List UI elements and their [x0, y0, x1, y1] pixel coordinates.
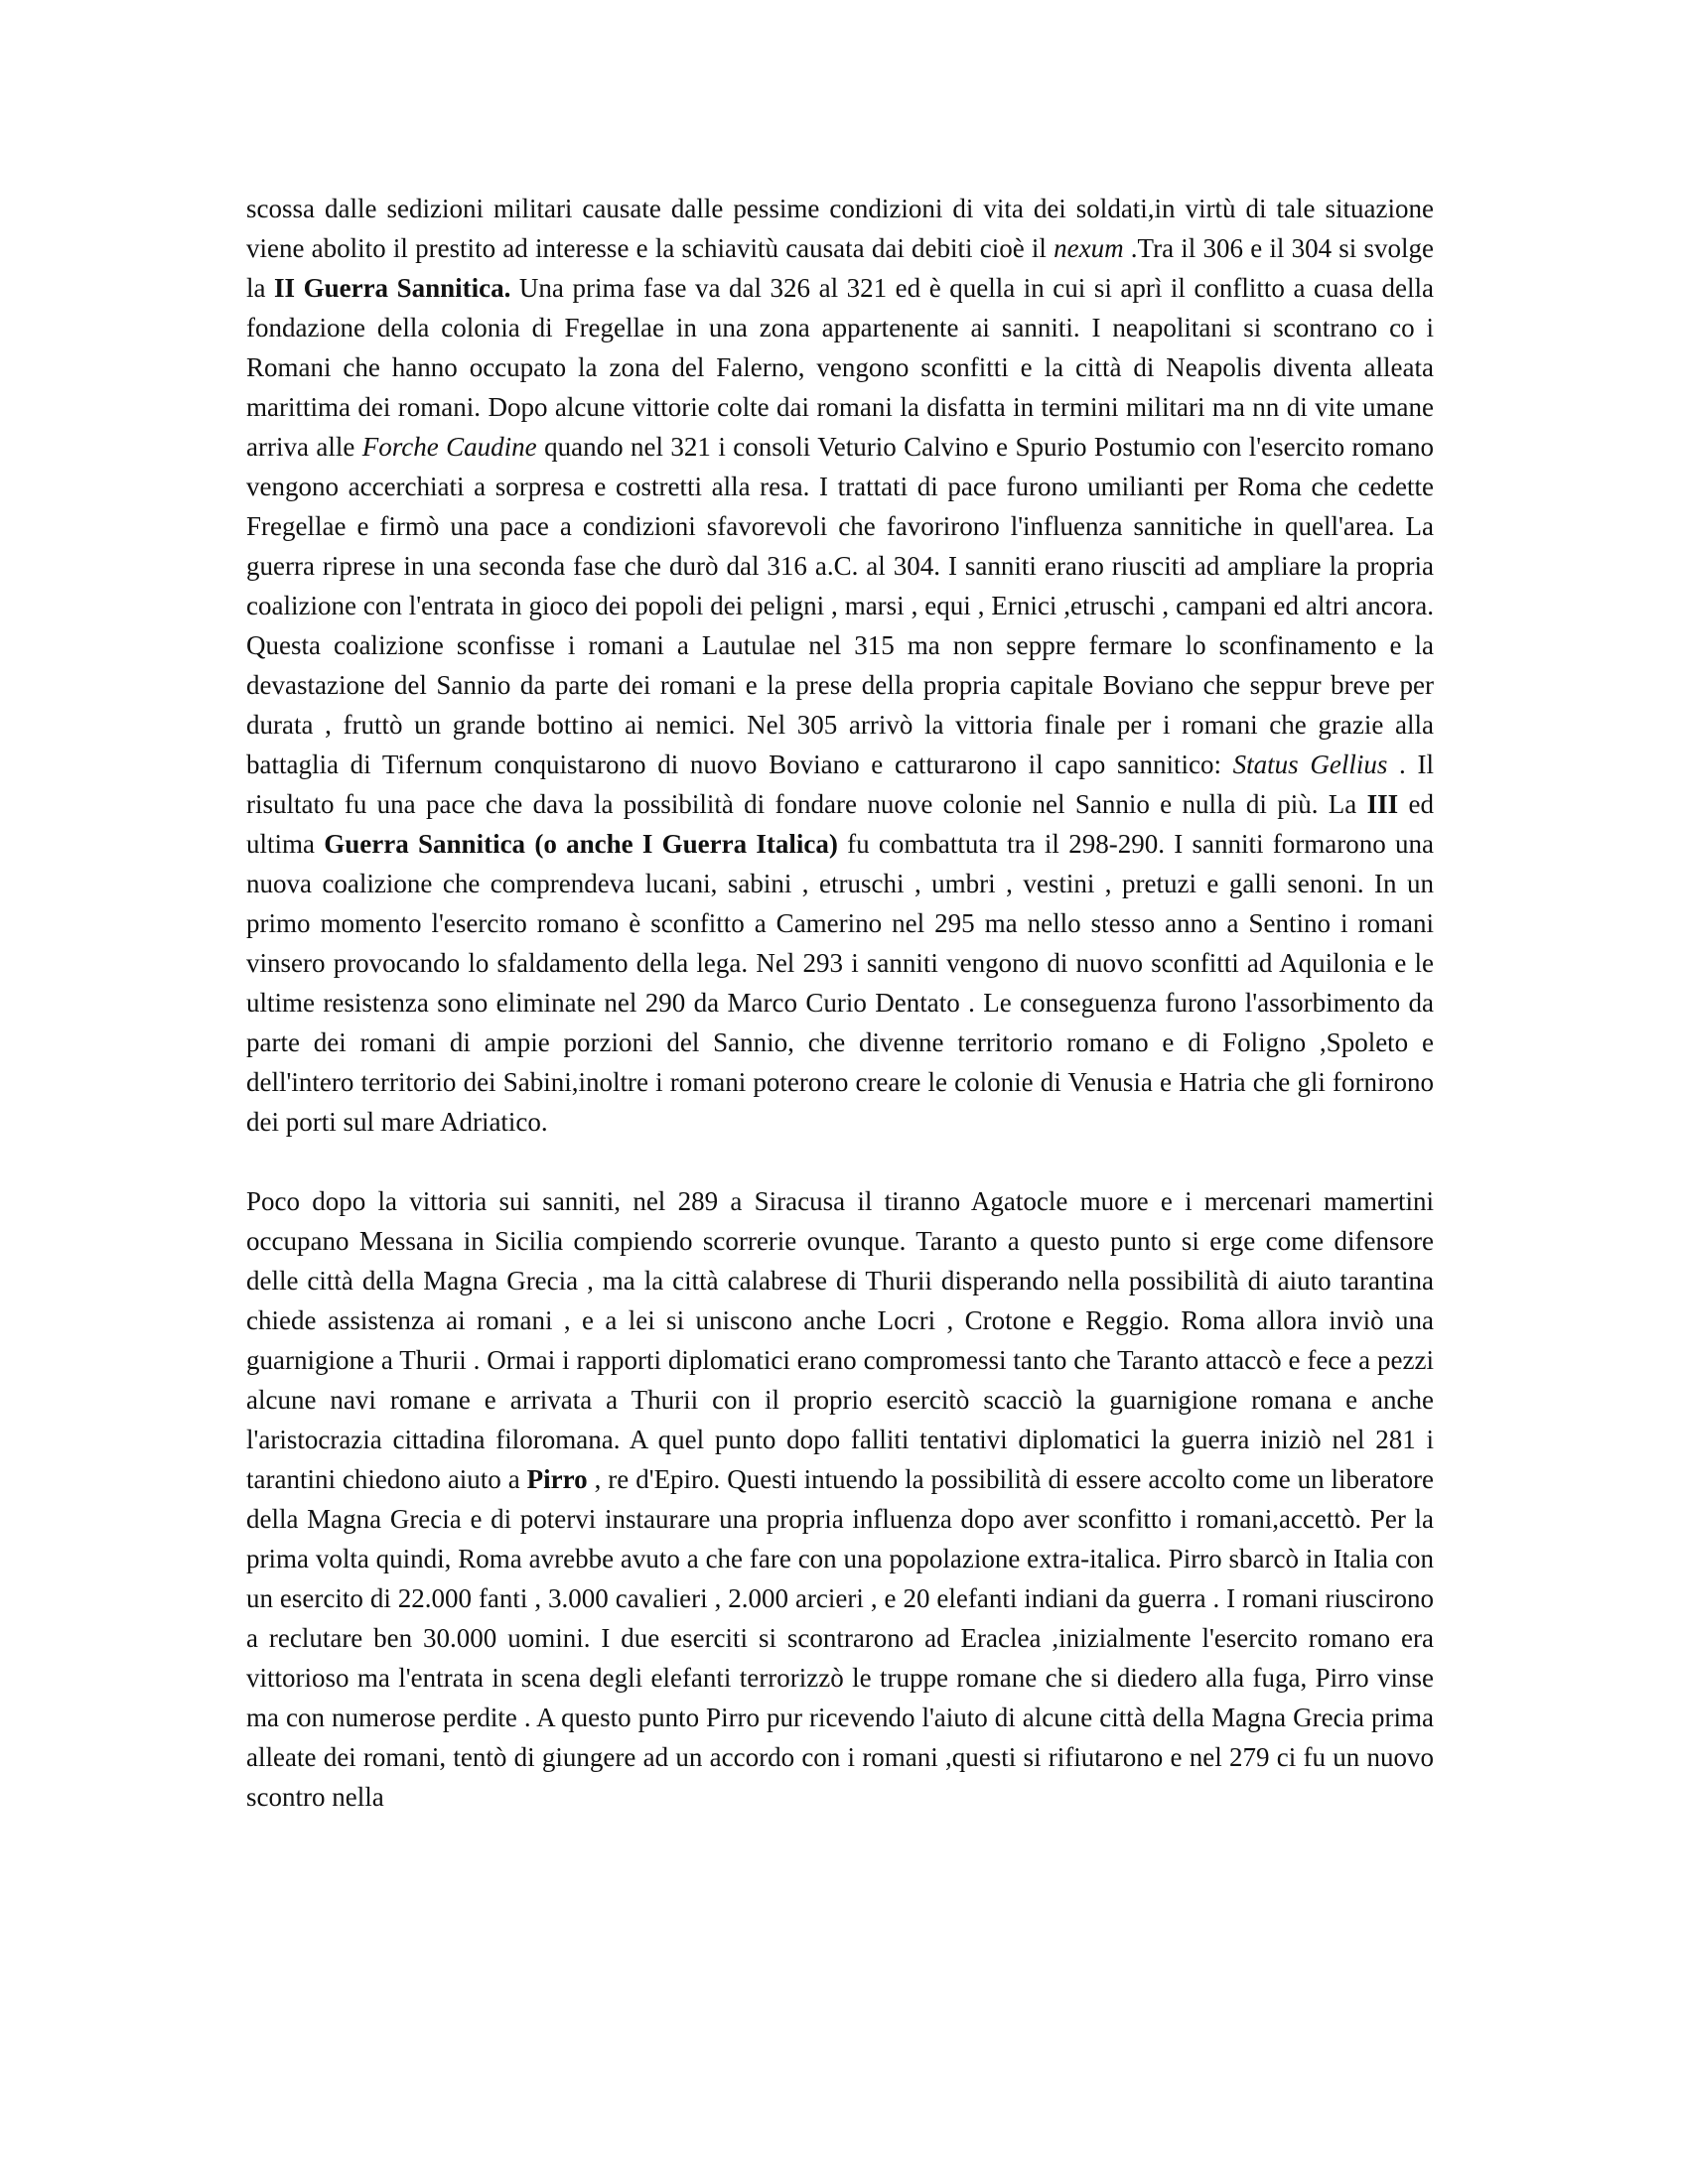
- text-run: , re d'Epiro. Questi intuendo la possibilità di essere accolto come un liberatore della Magna Grecia e di potervi instaurare una propria influenza dopo aver sconfitto i romani,accettò. Per la prima volta quindi, Roma avrebbe avuto a che fare con una popolazione extra-italica. Pirro sbarcò in Italia con un esercito di 22.000 fanti , 3.000 cavalieri , 2.000 arcieri , e 20 elefanti indiani da guerra . I romani riuscirono a reclutare ben 30.000 uomini. I due eserciti si scontrarono ad Eraclea ,inizialmente l'esercito romano era vittorioso ma l'entrata in scena degli elefanti terrorizzò le truppe romane che si diedero alla fuga, Pirro vinse ma con numerose perdite . A questo punto Pirro pur ricevendo l'aiuto di alcune città della Magna Grecia prima alleate dei romani, tentò di giungere ad un accordo con i romani ,questi si rifiutarono e nel 279 ci fu un nuovo scontro nella: [246, 1464, 1434, 1812]
- bold-heading-second-samnite-war: II Guerra Sannitica.: [274, 273, 511, 303]
- paragraph-samnite-wars: [246, 189, 1434, 1142]
- text-run: Poco dopo la vittoria sui sanniti, nel 289 a Siracusa il tiranno Agatocle muore e i mercenari mamertini occupano Messana in Sicilia compiendo scorrerie ovunque. Taranto a questo punto si erge come difensore delle città della Magna Grecia , ma la città calabrese di Thurii disperando nella possibilità di aiuto tarantina chiede assistenza ai romani , e a lei si uniscono anche Locri , Crotone e Reggio. Roma allora inviò una guarnigione a Thurii . Ormai i rapporti diplomatici erano compromessi tanto che Taranto attaccò e fece a pezzi alcune navi romane e arrivata a Thurii con il proprio esercitò scacciò la guarnigione romana e anche l'aristocrazia cittadina filoromana. A quel punto dopo falliti tentativi diplomatici la guerra iniziò nel 281 i tarantini chiedono aiuto a: [246, 1186, 1434, 1494]
- text-run: Una prima fase va dal 326 al 321 ed è quella in cui si aprì il conflitto a cuasa della fondazione della colonia di Fregellae in una zona appartenente ai sanniti. I neapolitani si scontrano co i Romani che hanno occupato la zona del Falerno, vengono sconfitti e la città di Neapolis diventa alleata marittima dei romani. Dopo alcune vittorie colte dai romani la disfatta in termini militari ma nn di vite umane arriva alle: [246, 273, 1434, 462]
- text-run: . Il risultato fu una pace che dava la possibilità di fondare nuove colonie nel Sannio e nulla di più. La: [246, 750, 1434, 819]
- text-run: fu combattuta tra il 298-290. I sanniti formarono una nuova coalizione che comprendeva lucani, sabini , etruschi , umbri , vestini , pretuzi e galli senoni. In un primo momento l'esercito romano è sconfitto a Camerino nel 295 ma nello stesso anno a Sentino i romani vinsero provocando lo sfaldamento della lega. Nel 293 i sanniti vengono di nuovo sconfitti ad Aquilonia e le ultime resistenza sono eliminate nel 290 da Marco Curio Dentato . Le conseguenza furono l'assorbimento da parte dei romani di ampie porzioni del Sannio, che divenne territorio romano e di Foligno ,Spoleto e dell'intero territorio dei Sabini,inoltre i romani poterono creare le colonie di Venusia e Hatria che gli fornirono dei porti sul mare Adriatico.: [246, 829, 1434, 1137]
- bold-heading-third-samnite-war: Guerra Sannitica (o anche I Guerra Italica): [324, 829, 838, 859]
- text-run: quando nel 321 i consoli Veturio Calvino e Spurio Postumio con l'esercito romano vengono accerchiati a sorpresa e costretti alla resa. I trattati di pace furono umilianti per Roma che cedette Fregellae e firmò una pace a condizioni sfavorevoli che favorirono l'influenza sannitiche in quell'area. La guerra riprese in una seconda fase che durò dal 316 a.C. al 304. I sanniti erano riusciti ad ampliare la propria coalizione con l'entrata in gioco dei popoli dei peligni , marsi , equi , Ernici ,etruschi , campani ed altri ancora. Questa coalizione sconfisse i romani a Lautulae nel 315 ma non seppre fermare lo sconfinamento e la devastazione del Sannio da parte dei romani e la prese della propria capitale Boviano che seppur breve per durata , fruttò un grande bottino ai nemici. Nel 305 arrivò la vittoria finale per i romani che grazie alla battaglia di Tifernum conquistarono di nuovo Boviano e catturarono il capo sannitico:: [246, 432, 1434, 779]
- bold-term-pirro: Pirro: [526, 1464, 588, 1494]
- document-page: [246, 189, 1434, 1817]
- bold-term-iii: III: [1366, 789, 1399, 819]
- text-run: scossa dalle sedizioni militari causate dalle pessime condizioni di vita dei soldati,in virtù di tale situazione viene abolito il prestito ad interesse e la schiavitù causata dai debiti cioè il: [246, 194, 1434, 263]
- italic-term-nexum: nexum: [1054, 233, 1124, 263]
- italic-term-status-gellius: Status Gellius: [1232, 750, 1388, 779]
- text-run: .Tra il 306 e il 304 si svolge la: [246, 233, 1435, 303]
- italic-term-forche-caudine: Forche Caudine: [361, 432, 537, 462]
- paragraph-pyrrhic-war: [246, 1181, 1434, 1817]
- text-run: ed ultima: [246, 789, 1435, 859]
